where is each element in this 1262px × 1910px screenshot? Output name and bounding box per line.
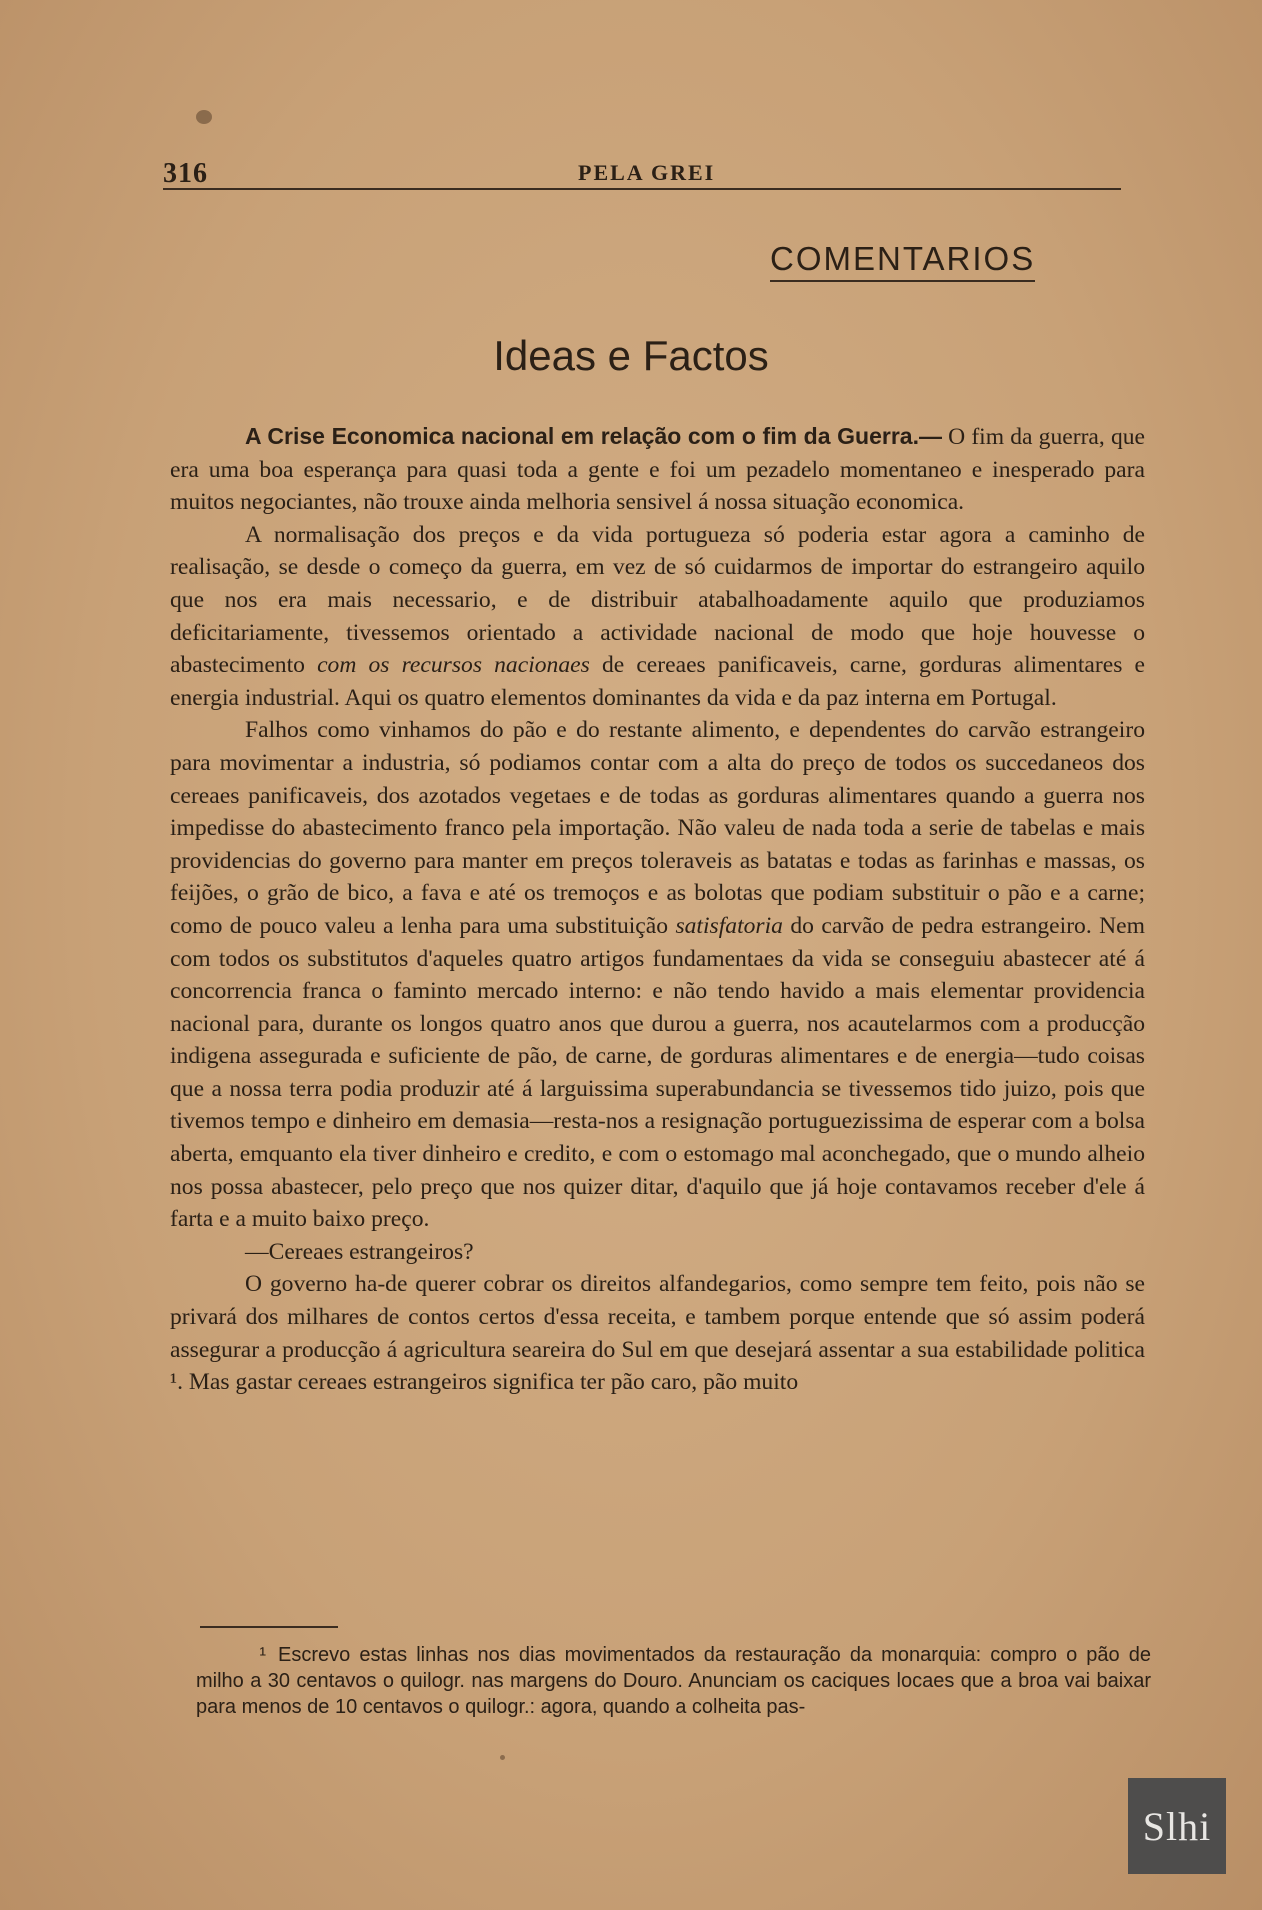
running-head <box>163 158 1121 190</box>
ink-stain <box>500 1755 505 1760</box>
watermark-logo: Slhi <box>1128 1778 1226 1874</box>
section-label: COMENTARIOS <box>770 240 1035 282</box>
paragraph-text: Falhos como vinhamos do pão e do restante alimento, e dependentes do carvão estrangeiro para movimentar a industria, só podiamos contar com a alta do preço de todos os succedaneos dos cereaes panificaveis, dos azotados vegetaes e de todas as gorduras alimentares quando a guerra nos impedisse do abastecimento franco pela importação. Não valeu de nada toda a serie de tabelas e mais providencias do governo para manter em preços toleraveis as batatas e todas as farinhas e massas, os feijões, o grão de bico, a fava e até os tremoços e as bolotas que podiam substituir o pão e a carne; como de pouco valeu a lenha para uma substituição <box>170 717 1145 939</box>
italic-phrase: com os recursos nacionaes <box>317 652 590 679</box>
running-title: PELA GREI <box>578 160 716 185</box>
article-title: Ideas e Factos <box>493 332 769 379</box>
paragraph-4 <box>170 1236 1145 1269</box>
paragraph-text: O fim da guerra, que era uma boa esperança para quasi toda a gente e foi um pezadelo momentaneo e inesperado para muitos negociantes, não trouxe ainda melhoria sensivel á nossa situação economica. <box>170 424 1146 516</box>
paragraph-2 <box>170 519 1145 715</box>
paragraph-text: A normalisação dos preços e da vida portugueza só poderia estar agora a caminho de realisação, se desde o começo da guerra, em vez de só cuidarmos de importar do estrangeiro aquilo que nos era mais necessario, e de distribuir atabalhoadamente aquilo que produziamos deficitariamente, tivessemos orientado a actividade nacional de modo que hoje houvesse o abastecimento <box>170 521 1145 679</box>
paragraph-subheading: A Crise Economica nacional em relação com o fim da Guerra.— <box>245 423 942 449</box>
paragraph-text: do carvão de pedra estrangeiro. Nem com todos os substitutos d'aqueles quatro artigos fundamentaes da vida se conseguiu abastecer até á concorrencia franca o faminto mercado interno: e não tendo havido a mais elementar providencia nacional para, durante os longos quatro anos que durou a guerra, nos acautelarmos com a producção indigena assegurada e suficiente de pão, de carne, de gorduras alimentares e de energia—tudo coisas que a nossa terra podia produzir até á larguissima superabundancia se tivessemos tido juizo, pois que tivemos tempo e dinheiro em demasia—resta-nos a resignação portuguezissima de esperar com a bolsa aberta, emquanto ela tiver dinheiro e credito, e com o estomago mal aconchegado, que o mundo alheio nos possa abastecer, pelo preço que nos quizer ditar, d'aquilo que já hoje contavamos receber d'ele á farta e a muito baixo preço. <box>170 912 1146 1233</box>
paragraph-text: de cereaes panificaveis, carne, gorduras alimentares e energia industrial. Aqui os quatro elementos dominantes da vida e da paz interna em Portugal. <box>170 652 1145 711</box>
italic-phrase: satisfatoria <box>675 912 783 939</box>
paragraph-5 <box>170 1268 1145 1398</box>
footnote-text: Escrevo estas linhas nos dias movimentados da restauração da monarquia: compro o pão de milho a 30 centavos o quilogr. nas margens do Douro. Anunciam os caciques locaes que a broa vai baixar para menos de 10 centavos o quilogr.: agora, quando a colheita pas- <box>196 1644 1151 1718</box>
footnote-marker: ¹ <box>259 1644 266 1666</box>
paragraph-text: O governo ha-de querer cobrar os direitos alfandegarios, como sempre tem feito, pois não se privará dos milhares de contos certos d'essa receita, e tambem porque entende que só assim poderá assegurar a producção á agricultura seareira do Sul em que desejará assentar a sua estabilidade politica ¹. Mas gastar cereaes estrangeiros significa ter pão caro, pão muito <box>170 1271 1145 1396</box>
page-number: 316 <box>163 158 208 189</box>
paragraph-1 <box>170 420 1145 519</box>
ink-stain <box>196 110 212 124</box>
footnote <box>196 1642 1151 1720</box>
footnote-divider <box>200 1626 338 1628</box>
paragraph-3 <box>170 714 1145 1236</box>
article-body <box>170 420 1145 1399</box>
paragraph-text: —Cereaes estrangeiros? <box>245 1238 474 1265</box>
